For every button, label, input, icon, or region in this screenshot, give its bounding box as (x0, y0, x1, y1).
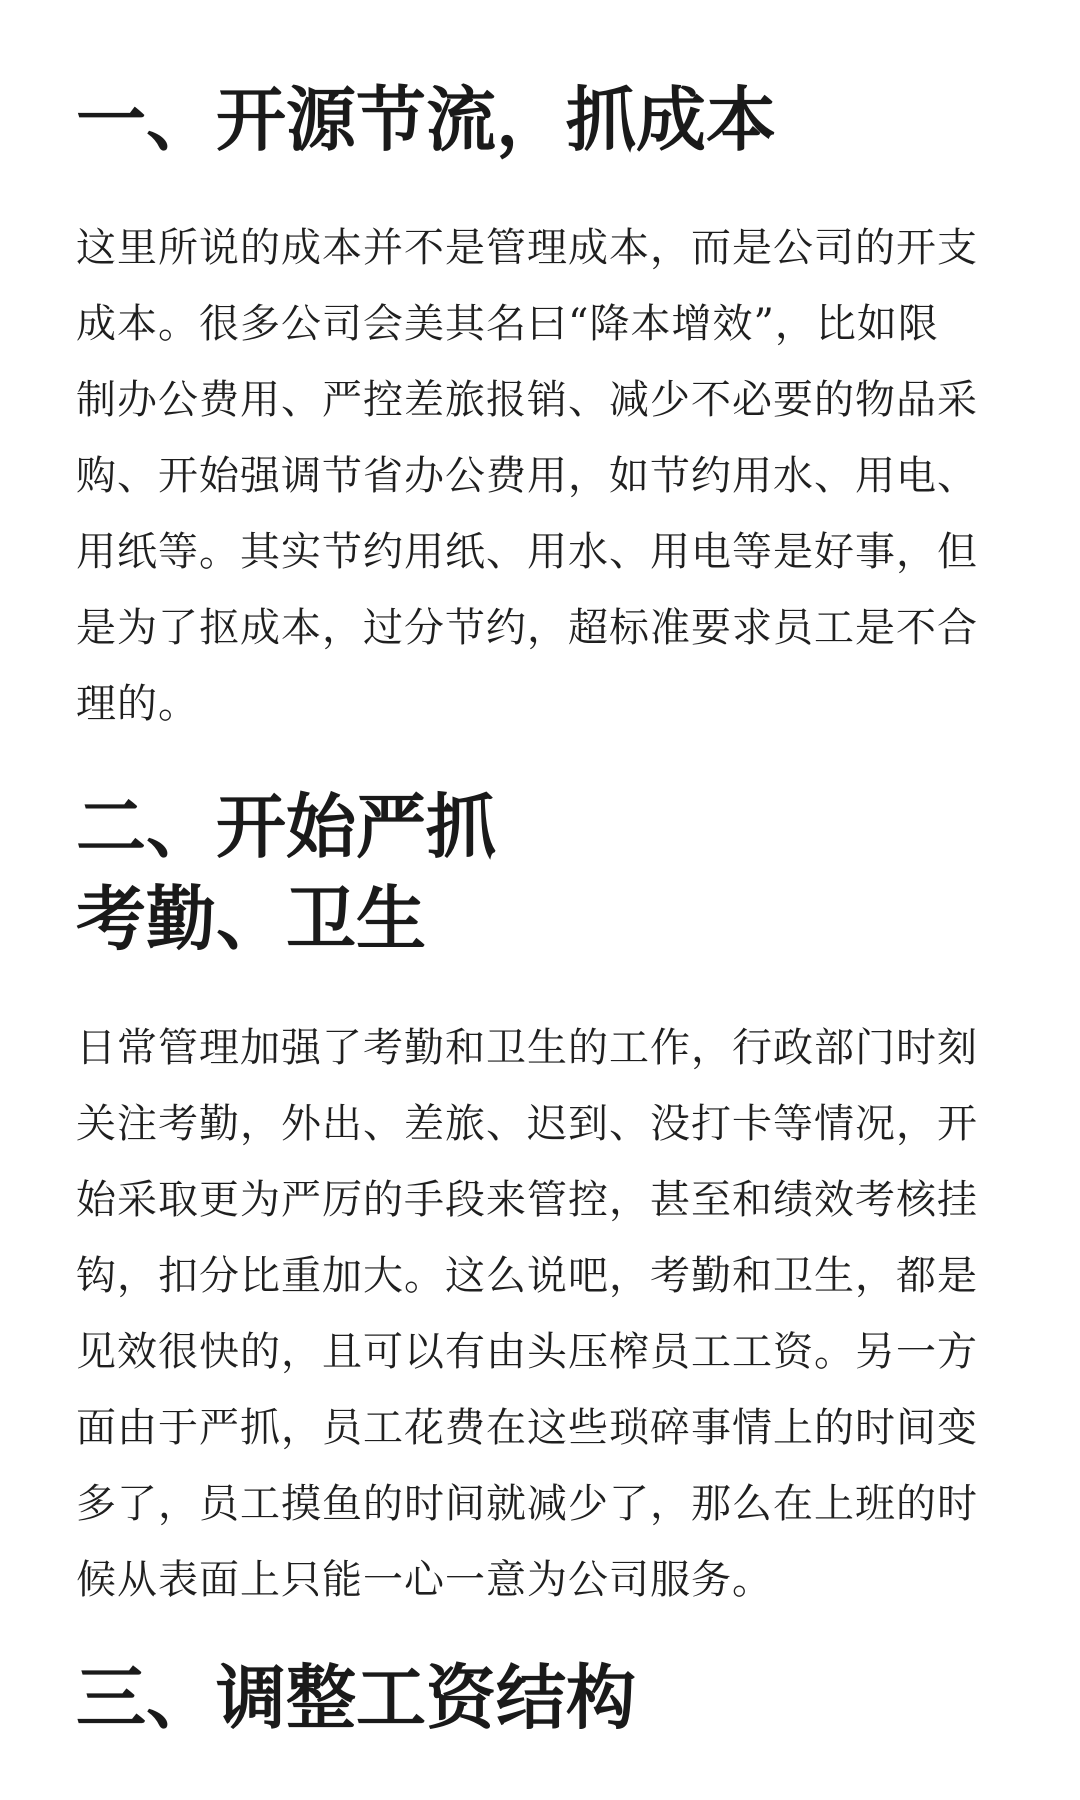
paragraph-line: 见效很快的，且可以有由头压榨员工工资。另一方 (76, 1329, 978, 1375)
section-heading-1 (76, 75, 776, 165)
paragraph-line: 理的。 (76, 681, 199, 727)
heading-line: 考勤、卫生 (76, 877, 426, 960)
paragraph-line: 成本。很多公司会美其名曰“降本增效”，比如限 (76, 301, 939, 347)
paragraph-line: 日常管理加强了考勤和卫生的工作，行政部门时刻 (76, 1025, 978, 1071)
paragraph-line: 多了，员工摸鱼的时间就减少了，那么在上班的时 (76, 1481, 978, 1527)
paragraph-line: 关注考勤，外出、差旅、迟到、没打卡等情况，开 (76, 1101, 978, 1147)
paragraph-line: 始采取更为严厉的手段来管控，甚至和绩效考核挂 (76, 1177, 978, 1223)
heading-line: 二、开始严抓 (76, 785, 496, 868)
section-heading-2 (76, 781, 496, 965)
paragraph-line: 是为了抠成本，过分节约，超标准要求员工是不合 (76, 605, 978, 651)
paragraph-line: 这里所说的成本并不是管理成本，而是公司的开支 (76, 225, 978, 271)
section-heading-3 (76, 1653, 636, 1743)
paragraph-line: 钩，扣分比重加大。这么说吧，考勤和卫生，都是 (76, 1253, 978, 1299)
paragraph-line: 候从表面上只能一心一意为公司服务。 (76, 1557, 773, 1603)
paragraph-line: 用纸等。其实节约用纸、用水、用电等是好事，但 (76, 529, 978, 575)
paragraph-line: 购、开始强调节省办公费用，如节约用水、用电、 (76, 453, 978, 499)
section-paragraph-1 (76, 210, 978, 742)
heading-line: 一、开源节流，抓成本 (76, 78, 776, 161)
section-paragraph-2 (76, 1010, 978, 1618)
paragraph-line: 制办公费用、严控差旅报销、减少不必要的物品采 (76, 377, 978, 423)
paragraph-line: 面由于严抓，员工花费在这些琐碎事情上的时间变 (76, 1405, 978, 1451)
heading-line: 三、调整工资结构 (76, 1656, 636, 1739)
